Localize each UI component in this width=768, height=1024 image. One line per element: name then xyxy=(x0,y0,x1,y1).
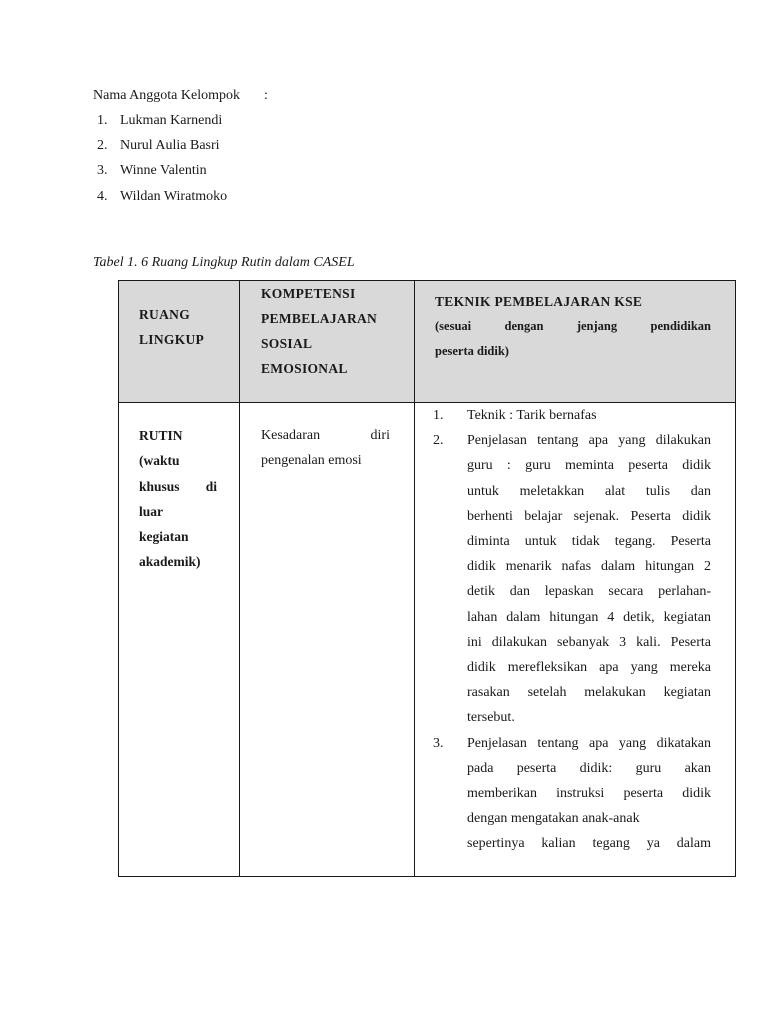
member-name: Winne Valentin xyxy=(120,163,207,179)
member-item xyxy=(93,111,227,136)
technique-item xyxy=(415,403,711,428)
technique-number: 2. xyxy=(433,433,444,449)
header-competency-line: EMOSIONAL xyxy=(261,361,348,376)
casel-table xyxy=(118,280,736,877)
header-scope xyxy=(119,281,240,403)
member-number: 3. xyxy=(97,163,108,179)
header-technique-title: TEKNIK PEMBELAJARAN KSE xyxy=(435,294,643,309)
technique-line: didik merefleksikan apa yang mereka xyxy=(467,660,711,676)
member-number: 1. xyxy=(97,113,108,128)
table-header-row xyxy=(119,281,736,403)
technique-item xyxy=(415,428,711,730)
scope-line: (waktu xyxy=(139,453,180,469)
technique-line: sepertinya kalian tegang ya dalam xyxy=(467,836,711,852)
member-name: Lukman Karnendi xyxy=(120,113,223,128)
technique-line: tersebut. xyxy=(467,710,515,726)
header-technique-subtitle: (sesuai dengan jenjang pendidikan xyxy=(435,319,711,333)
scope-line: RUTIN xyxy=(139,428,183,443)
header-scope-line: LINGKUP xyxy=(139,332,205,347)
member-item xyxy=(93,187,227,212)
member-number: 2. xyxy=(97,138,108,154)
technique-text xyxy=(467,428,711,730)
competency-cell xyxy=(240,403,415,877)
members-heading-colon: : xyxy=(263,88,268,103)
technique-line: berhenti belajar sejenak. Peserta didik xyxy=(467,508,711,524)
technique-line: Penjelasan tentang apa yang dilakukan xyxy=(467,433,711,449)
member-item xyxy=(93,136,227,161)
technique-line: Teknik : Tarik bernafas xyxy=(467,408,597,423)
header-technique-subtitle: peserta didik) xyxy=(435,344,509,358)
member-item xyxy=(93,161,227,186)
header-competency-line: KOMPETENSI xyxy=(261,286,356,301)
scope-line: luar xyxy=(139,503,164,519)
header-competency-line: SOSIAL xyxy=(261,336,313,351)
technique-list xyxy=(415,403,711,857)
technique-line: didik menarik nafas dalam hitungan 2 xyxy=(467,559,711,575)
scope-line: kegiatan xyxy=(139,529,189,545)
scope-line: khusus di xyxy=(139,478,217,494)
table-row xyxy=(119,403,736,877)
header-scope-line: RUANG xyxy=(139,307,190,322)
technique-text xyxy=(467,731,711,857)
scope-cell xyxy=(119,403,240,877)
members-heading xyxy=(93,86,268,106)
member-name: Nurul Aulia Basri xyxy=(120,138,220,154)
technique-text xyxy=(467,403,711,428)
members-heading-label: Nama Anggota Kelompok xyxy=(93,88,240,103)
technique-number: 1. xyxy=(433,408,444,423)
technique-line: dengan mengatakan anak-anak xyxy=(467,811,640,827)
member-name: Wildan Wiratmoko xyxy=(120,188,228,204)
technique-line: guru : guru meminta peserta didik xyxy=(467,458,711,474)
technique-line: untuk meletakkan alat tulis dan xyxy=(467,483,711,499)
technique-line: memberikan instruksi peserta didik xyxy=(467,786,711,802)
technique-line: rasakan setelah melakukan kegiatan xyxy=(467,685,711,701)
header-competency-line: PEMBELAJARAN xyxy=(261,311,378,326)
header-competency xyxy=(240,281,415,403)
technique-line: lahan dalam hitungan 4 detik, kegiatan xyxy=(467,609,711,625)
technique-line: pada peserta didik: guru akan xyxy=(467,760,711,776)
technique-number: 3. xyxy=(433,735,444,751)
header-technique xyxy=(415,281,736,403)
technique-line: ini dilakukan sebanyak 3 kali. Peserta xyxy=(467,634,711,650)
table-caption: Tabel 1. 6 Ruang Lingkup Rutin dalam CASEL xyxy=(93,255,355,270)
members-list xyxy=(93,111,227,212)
technique-cell xyxy=(415,403,736,877)
technique-item xyxy=(415,731,711,857)
technique-line: detik dan lepaskan secara perlahan- xyxy=(467,584,711,600)
technique-line: Penjelasan tentang apa yang dikatakan xyxy=(467,735,711,751)
scope-line: akademik) xyxy=(139,554,201,570)
competency-line: Kesadaran diri xyxy=(261,428,390,443)
member-number: 4. xyxy=(97,188,108,204)
competency-line: pengenalan emosi xyxy=(261,453,362,469)
technique-line: diminta untuk tidak tegang. Peserta xyxy=(467,534,711,550)
